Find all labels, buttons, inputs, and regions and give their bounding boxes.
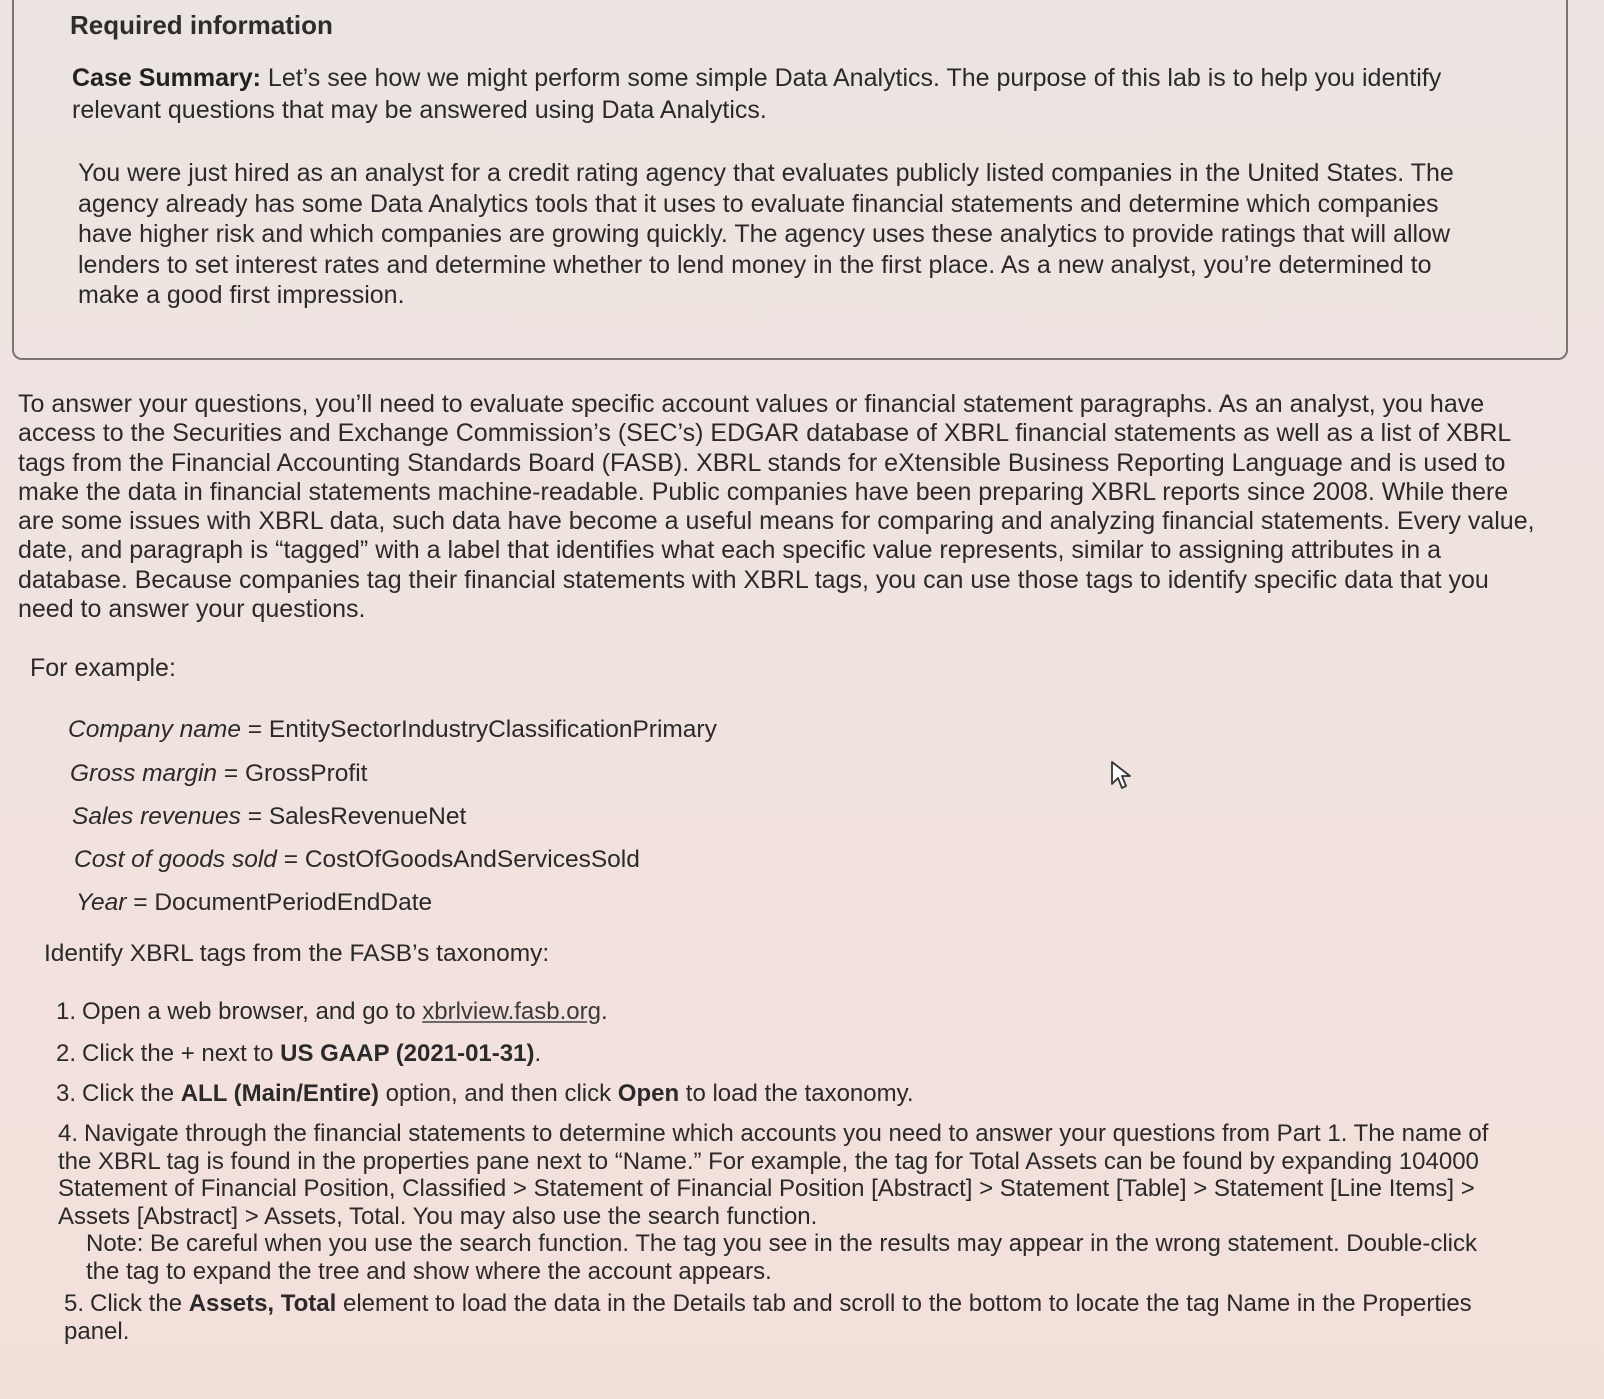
xbrlview-link[interactable]: xbrlview.fasb.org [422,998,601,1025]
mapping-tag: DocumentPeriodEndDate [154,889,433,916]
mapping-eq: = [217,760,245,787]
step-number: 5. [64,1290,85,1317]
case-summary-text: Let’s see how we might perform some simple Data Analytics. The purpose of this lab is to help you identify relevant questions that may be answered using Data Analytics. [72,64,1442,124]
step-bold: Open [617,1080,680,1107]
mapping-tag: SalesRevenueNet [268,803,467,830]
mapping-item [70,760,368,788]
identify-heading: Identify XBRL tags from the FASB’s taxonomy: [44,940,550,967]
step-5 [64,1290,1494,1345]
step-note: Note: Be careful when you use the search function. The tag you see in the results may appear in the wrong statement. Double-click the tag to expand the tree and show where the account appears. [86,1230,1477,1285]
step-text: . [534,1040,542,1067]
mapping-tag: GrossProfit [244,760,368,787]
step-text: option, and then click [378,1080,618,1107]
mapping-term: Sales revenues [72,803,241,830]
mapping-item [68,716,717,744]
step-text: Click the [90,1290,189,1317]
step-text: Open a web browser, and go to [82,998,423,1025]
case-summary-label: Case Summary: [72,64,261,92]
mapping-eq: = [240,716,269,743]
step-text: element to load the data in the Details tab and scroll to the bottom to locate the tag Name in the Properties panel. [64,1290,1472,1345]
step-number: 3. [56,1080,77,1107]
step-bold: Assets, Total [188,1290,337,1317]
mapping-eq: = [240,803,269,830]
step-4 [58,1120,1498,1285]
case-summary [72,62,1452,126]
required-title: Required information [70,10,333,40]
mapping-tag: EntitySectorIndustryClassificationPrimary [268,716,717,743]
mapping-item [74,846,640,874]
case-body: You were just hired as an analyst for a credit rating agency that evaluates publicly listed companies in the United States. The agency already has some Data Analytics tools that it uses to evaluate financial statements and determine which companies have higher risk and which companies are growing quickly. The agency uses these analytics to provide ratings that will allow lenders to set interest rates and determine whether to lend money in the first place. As a new analyst, you’re determined to make a good first impression. [78,159,1454,309]
step-bold: US GAAP (2021-01-31) [280,1040,535,1067]
step-text: to load the taxonomy. [679,1080,914,1107]
mouse-pointer-icon [1110,760,1132,790]
step-number: 2. [56,1040,77,1067]
for-example-label: For example: [30,654,176,682]
step-bold: ALL (Main/Entire) [180,1080,379,1107]
mapping-item [72,803,466,831]
step-number: 1. [56,998,77,1025]
mapping-term: Company name [68,716,241,743]
mapping-term: Cost of goods sold [74,846,277,873]
step-text: Click the + next to [82,1040,281,1067]
step-2 [56,1040,541,1068]
mapping-eq: = [276,846,305,873]
intro-paragraph: To answer your questions, you’ll need to evaluate specific account values or financial statement paragraphs. As an analyst, you have access to the Securities and Exchange Commission’s (SEC’s) EDGAR database of XBRL financial statements as well as a list of XBRL tags from the Financial Accounting Standards Board (FASB). XBRL stands for eXtensible Business Reporting Language and is used to make the data in financial statements machine-readable. Public companies have been preparing XBRL reports since 2008. While there are some issues with XBRL data, such data have become a useful means for comparing and analyzing financial statements. Every value, date, and paragraph is “tagged” with a label that identifies what each specific value represents, similar to assigning attributes in a database. Because companies tag their financial statements with XBRL tags, you can use those tags to identify specific data that you need to answer your questions. [18,390,1535,624]
step-number: 4. [58,1120,79,1147]
mapping-tag: CostOfGoodsAndServicesSold [304,846,640,873]
mapping-term: Year [76,889,127,916]
mapping-eq: = [126,889,155,916]
mapping-item [76,889,432,917]
step-3 [56,1080,914,1108]
step-text: . [600,998,608,1025]
step-text: Navigate through the financial statements to determine which accounts you need to answer your questions from Part 1. The name of the XBRL tag is found in the properties pane next to “Name.” For example, the tag for Total Assets can be found by expanding 104000 Statement of Financial Position, Classified > Statement of Financial Position [Abstract] > Statement [Table] > Statement [Line Items] > Assets [Abstract] > Assets, Total. You may also use the search function. [58,1120,1489,1230]
step-text: Click the [82,1080,181,1107]
mapping-term: Gross margin [70,760,218,787]
step-1 [56,998,608,1026]
